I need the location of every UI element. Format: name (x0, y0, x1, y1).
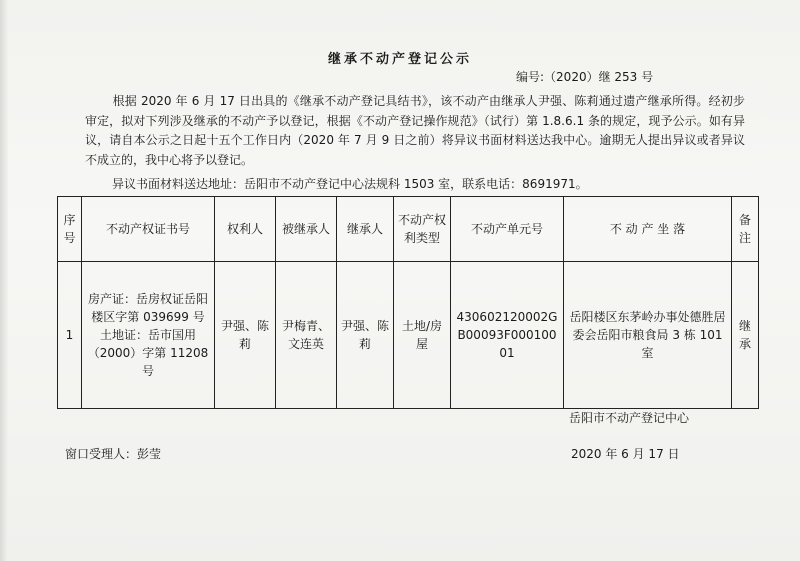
table-row (58, 262, 759, 409)
cell-unit-no: 430602120002GB00093F00010001 (451, 262, 564, 409)
header-heir: 继承人 (337, 197, 394, 262)
header-seq: 序号 (58, 197, 82, 262)
window-clerk: 窗口受理人：彭莹 (65, 447, 162, 461)
document-number: 编号:（2020）继 253 号 (516, 70, 654, 84)
header-remark: 备注 (732, 197, 759, 262)
notice-title: 继承不动产登记公示 (327, 52, 472, 67)
header-owner: 权利人 (215, 197, 276, 262)
header-unit-no: 不动产单元号 (451, 197, 564, 262)
cell-seq: 1 (58, 262, 82, 409)
header-inherited-from: 被继承人 (276, 197, 337, 262)
cell-owner: 尹强、陈莉 (215, 262, 276, 409)
cell-remark: 继承 (732, 262, 759, 409)
scan-edge-shadow (0, 0, 8, 561)
cell-right-type: 土地/房屋 (394, 262, 451, 409)
header-cert: 不动产权证书号 (82, 197, 215, 262)
header-location: 不 动 产 坐 落 (564, 197, 732, 262)
objection-address: 异议书面材料送达地址：岳阳市不动产登记中心法规科 1503 室，联系电话：8691971。 (112, 177, 588, 191)
table-header-row (58, 197, 759, 262)
cell-heir: 尹强、陈莉 (337, 262, 394, 409)
cell-inherited-from: 尹梅青、文连英 (276, 262, 337, 409)
header-right-type: 不动产权利类型 (394, 197, 451, 262)
registration-table (57, 196, 759, 409)
issue-date: 2020 年 6 月 17 日 (571, 447, 680, 461)
cell-location: 岳阳楼区东茅岭办事处德胜居委会岳阳市粮食局 3 栋 101 室 (564, 262, 732, 409)
cell-cert: 房产证：岳房权证岳阳楼区字第 039699 号 土地证：岳市国用（2000）字第 11208 号 (82, 262, 215, 409)
notice-paragraph: 根据 2020 年 6 月 17 日出具的《继承不动产登记具结书》，该不动产由继承人尹强、陈莉通过遗产继承所得。经初步审定，拟对下列涉及继承的不动产予以登记，根据《不动产登记操作规范》（试行）第 1.8.6.1 条的规定，现予公示。如有异议，请自本公示之日起十五个工作日内（2020 年 7 月 9 日之前）将异议书面材料送达我中心。逾期无人提出异议或者异议不成立的，我中心将予以登记。 (85, 94, 745, 167)
issuing-organization: 岳阳市不动产登记中心 (569, 411, 690, 425)
